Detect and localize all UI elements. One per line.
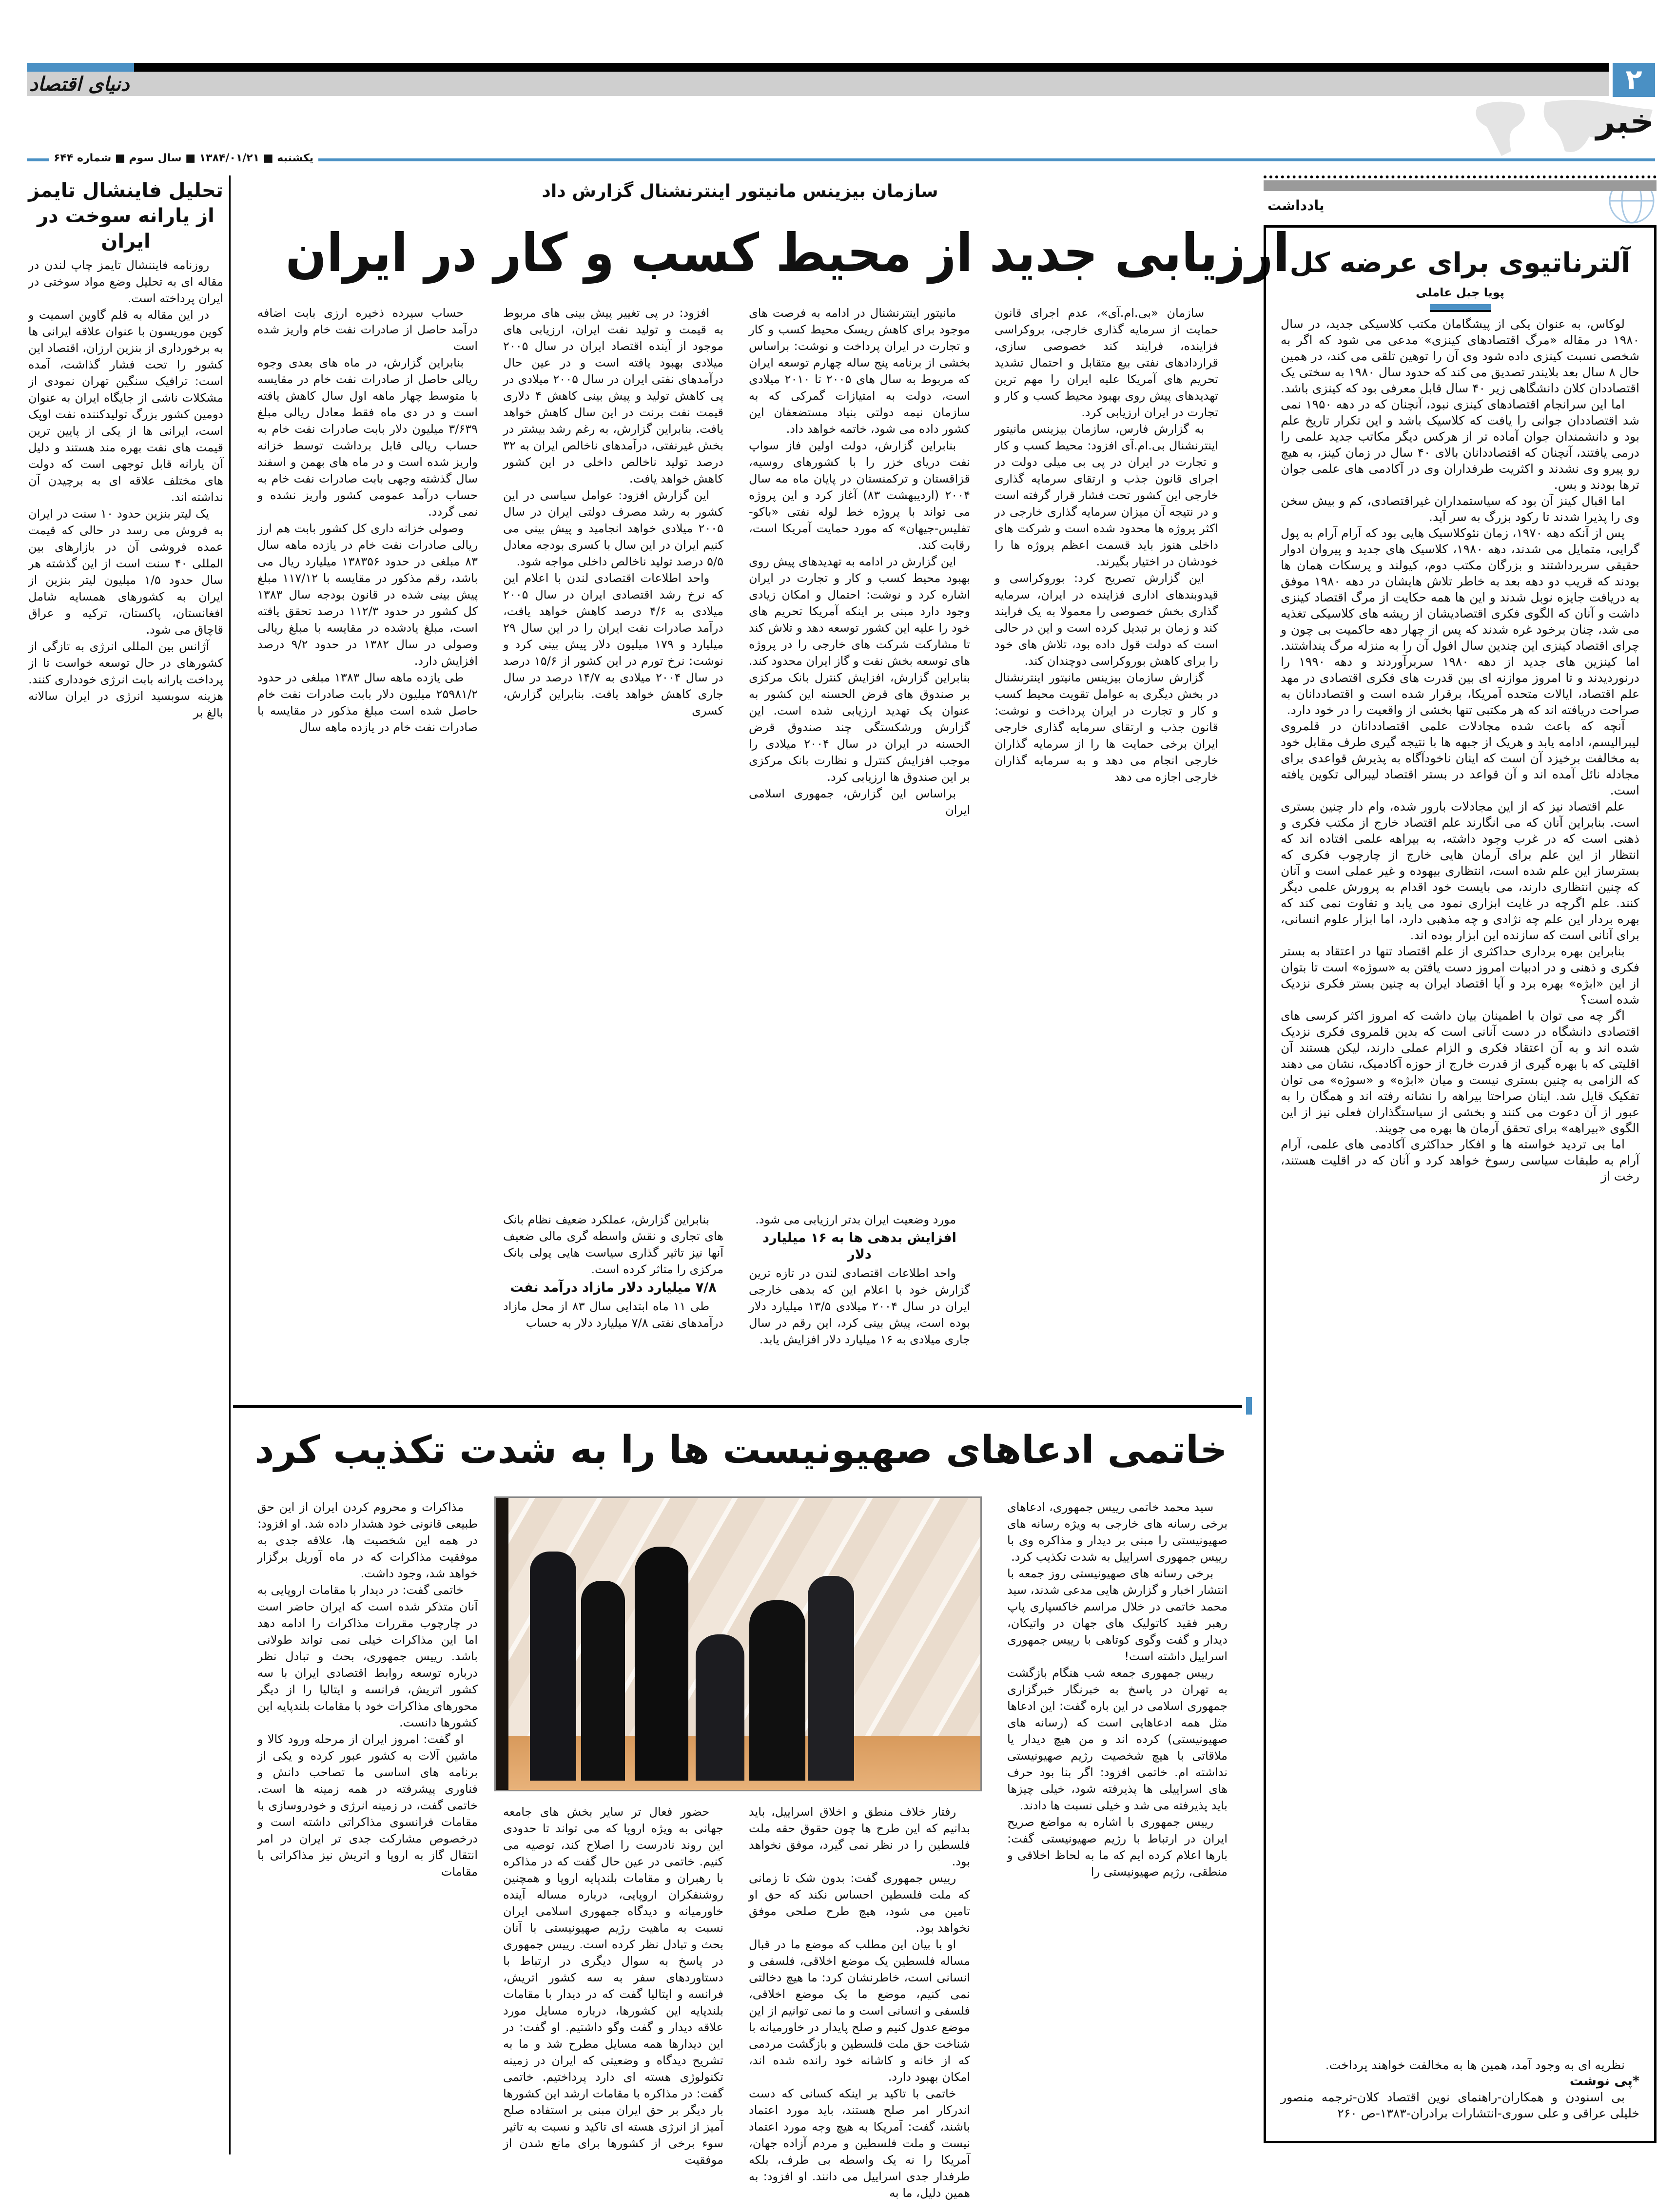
paragraph: او گفت: امروز ایران از مرحله ورود کالا و ماشین آلات به کشور عبور کرده و یکی از برنامه های اساسی ما تصاحب دانش و فناوری پیشرفته در همه زمینه ها است. خاتمی گفت، در زمینه انرژی و خودروسازی با مقامات فرانسوی مذاکراتی داشته است و درخصوص مشارکت جدی تر ایران در امر انتقال گاز به اروپا و اتریش نیز مذاکراتی با مقامات (257, 1732, 478, 1879)
note-title: آلترناتیوی برای عرضه کل (1289, 247, 1631, 279)
paragraph: بنابراین بهره برداری حداکثری از علم اقتصاد تنها در اعتقاد به بستر فکری و ذهنی و در ادبیات امروز دست یافتن به «سوژه» است تا بتوان از این «ابژه» بهره برد و آیا اقتصاد ایران به چنین بستر فکری نزدیک شده است؟ (1281, 944, 1639, 1007)
note-box (1264, 225, 1657, 2143)
ft-title-line2: از یارانه سوخت در ایران (37, 205, 214, 252)
khatami-col-1 (1007, 1499, 1228, 1880)
paragraph: رفتار خلاف منطق و اخلاق اسراییل، باید بدانیم که این طرح ها چون حقوق حقه ملت فلسطین را در نظر نمی گیرد، موفق نخواهد بود. (749, 1805, 970, 1868)
masthead-blue-cap (27, 63, 134, 72)
paragraph: رییس جمهوری جمعه شب هنگام بازگشت به تهران در پاسخ به خبرنگار خبرگزاری جمهوری اسلامی در این باره گفت: این ادعاها مثل همه ادعاهایی است که (رسانه های صهیونیستی) کرده اند و من هیچ دیدار یا ملاقاتی با هیچ شخصیت رژیم صهیونیستی نداشته ام. خاتمی افزود: اگر بنا بود حرف های اسراییلی ها پذیرفته شود، خیلی چیزها باید پذیرفته می شد و خیلی نسبت ها دادند. (1007, 1666, 1228, 1812)
masthead-gray-band (27, 72, 1609, 96)
subsection-body (749, 1265, 970, 1348)
section-divider (233, 1405, 1242, 1408)
divider-blue-mark (1246, 1397, 1252, 1415)
paragraph: این گزارش تصریح کرد: بوروکراسی و قیدوبندهای اداری فزاینده در ایران، سرمایه گذاری بخش خصوصی را معمولا به یک فرایند کند و زمان بر تبدیل کرده است و این در حالی است که دولت قول داده بود، تلاش های خود را برای کاهش بوروکراسی دوچندان کند. (994, 571, 1218, 668)
ft-body (28, 257, 223, 721)
footnote-label: *پی نوشت (1569, 2074, 1639, 2089)
paragraph: بنابراین گزارش، دولت اولین فاز سواپ نفت دریای خزر را با کشورهای روسیه، قزاقستان و ترکمنستان در پایان ماه مه سال ۲۰۰۴ (اردیبهشت ۸۳) آغاز کرد و این پروژه می تواند با پروژه خط لوله نفتی «باکو-تفلیس-جیهان» که مورد حمایت آمریکا است، رقابت کند. (749, 439, 970, 552)
paragraph: طی ۱۱ ماه ابتدایی سال ۸۳ از محل مازاد درآمدهای نفتی ۷/۸ میلیارد دلار به حساب (503, 1300, 723, 1330)
paragraph: واحد اطلاعات اقتصادی لندن با اعلام این که نرخ رشد اقتصادی ایران در سال ۲۰۰۵ میلادی به ۴/۶ درصد کاهش خواهد یافت، درآمد صادرات نفت ایران را در این سال ۲۹ میلیارد و ۱۷۹ میلیون دلار پیش بینی کرد و نوشت: نرخ تورم در این کشور از ۱۵/۶ درصد در سال ۲۰۰۴ میلادی به ۱۴/۷ درصد در سال جاری کاهش خواهد یافت. بنابراین گزارش، کسری (503, 571, 723, 718)
paragraph: گزارش سازمان بیزینس مانیتور اینترنشنال در بخش دیگری به عوامل تقویت محیط کسب و کار و تجارت در ایران پرداخت و نوشت: قانون جذب و ارتقای سرمایه گذاری خارجی ایران برخی حمایت ها را از سرمایه گذاران خارجی انجام می دهد و به سرمایه گذاران خارجی اجازه می دهد (994, 671, 1218, 784)
paragraph: خاتمی گفت: در دیدار با مقامات اروپایی به آنان متذکر شده است که ایران حاضر است در چارچوب مقررات مذاکرات را ادامه دهد اما این مذاکرات خیلی نمی تواند طولانی باشد. رییس جمهوری، بحث و تبادل نظر درباره توسعه روابط اقتصادی ایران با سه کشور اتریش، فرانسه و ایتالیا را از دیگر محورهای مذاکرات خود با مقامات بلندپایه این کشورها دانست. (257, 1583, 478, 1729)
paragraph: اما بی تردید خواسته ها و افکار حداکثری آکادمی های علمی، آرام آرام به طبقات سیاسی رسوخ خواهد کرد و آنان که در اقلیت هستند، رخت از (1281, 1137, 1639, 1184)
khatami-col-3 (503, 1804, 723, 2168)
paragraph: او با بیان این مطلب که موضع ما در قبال مساله فلسطین یک موضع اخلاقی، فلسفی و انسانی است، خاطرنشان کرد: ما هیچ دخالتی نمی کنیم، موضع ما یک موضع اخلاقی، فلسفی و انسانی است و ما نمی توانیم از این موضع عدول کنیم و صلح پایدار در خاورمیانه با شناخت حق ملت فلسطین و بازگشت مردمی که از خانه و کاشانه خود رانده شده اند، امکان بهبود دارد. (749, 1938, 970, 2084)
paragraph: آژانس بین المللی انرژی به تازگی از کشورهای در حال توسعه خواست تا از پرداخت یارانه بابت انرژی خودداری کنند. هزینه سوبسید انرژی در ایران سالانه بالغ بر (28, 640, 223, 719)
section-label: خبر (1596, 102, 1654, 141)
page-number-box (1613, 63, 1655, 97)
paragraph: برخی رسانه های صهیونیستی روز جمعه با انتشار اخبار و گزارش هایی مدعی شدند، سید محمد خاتمی در خلال مراسم خاکسپاری پاپ رهبر فقید کاتولیک های جهان در واتیکان، دیدار و گفت وگوی کوتاهی با رییس جمهوری اسراییل داشته است! (1007, 1567, 1228, 1663)
paragraph: بنابراین گزارش، عملکرد ضعیف نظام بانک های تجاری و نقش واسطه گری مالی ضعیف آنها نیز تاثیر گذاری سیاست هایی پولی بانک مرکزی را متاثر کرده است. (503, 1213, 723, 1276)
paragraph: مورد وضعیت ایران بدتر ارزیابی می شود. (755, 1213, 956, 1226)
paragraph: اگر چه می توان با اطمینان بیان داشت که امروز اکثر کرسی های اقتصادی دانشگاه در دست آنانی است که بدین قلمروی فکری نزدیک شده اند و به آن اعتقاد فکری و الزام عملی دارند، لیکن هستند آن اقلیتی که با بهره گیری از قدرت خارج از حوزه آکادمیک، نشان می دهند که الزامی به چنین بستری نیست و میان «ابژه» و «سوژه» می توان تفکیک قایل شد. اینان صراحتا بیراهه را نشانه رفته اند و همگان را به عبور از آن دعوت می کنند و بخشی از سیاستگذاران فعلی نیز از این الگوی «بیراهه» برای تحقق آرمان ها بهره می جویند. (1281, 1009, 1639, 1135)
dotted-rule (1264, 175, 1657, 178)
paragraph: علم اقتصاد نیز که از این مجادلات بارور شده، وام دار چنین بستری است. بنابراین آنان که می انگارند علم اقتصاد خارج از مکتب فکری و ذهنی است که در غرب وجود داشته، به بیراهه علمی افتاده اند که انتظار از این علم برای آرمان هایی خارج از چارچوب فکری که بسترساز این علم شده است، انتظاری بیهوده و غیر عملی است و آنان که چنین انتظاری دارند، می بایست خود اقدام به پرورش علمی دیگر کنند. علم اگرچه در غایت ابزاری نمود می یابد و تفاوت نمی کند که بهره بردار این علم چه نژادی و چه مذهبی دارد، اما ابزار علوم انسانی، برای آنانی است که سازنده این ابزار بوده اند. (1281, 799, 1639, 942)
paragraph: خاتمی با تاکید بر اینکه کسانی که دست اندرکار امر صلح هستند، باید مورد اعتماد باشند، گفت: آمریکا به هیچ وجه مورد اعتماد نیست و ملت فلسطین و مردم آزاده جهان، آمریکا را نه یک واسطه بی طرف، بلکه طرفدار جدی اسراییل می دانند. او افزود: به همین دلیل، ما به (749, 2087, 970, 2200)
main-col-4 (257, 305, 478, 736)
globe-icon (1609, 191, 1655, 225)
main-headline-box (239, 214, 1290, 292)
masthead-top-bar (27, 63, 1609, 72)
footnote: بی اسنودن و همکاران-راهنمای نوین اقتصاد کلان-ترجمه منصور خلیلی عراقی و علی سوری-انتشارات برادران-۱۳۸۳-ص ۲۶۰ (1281, 2090, 1639, 2120)
paragraph: یک لیتر بنزین حدود ۱۰ سنت در ایران به فروش می رسد در حالی که قیمت عمده فروشی آن در بازارهای بین المللی ۴۰ سنت است از این گذشته هر سال حدود ۱/۵ میلیون لیتر بنزین از ایران به کشورهای همسایه شامل افغانستان، پاکستان، ترکیه و عراق قاچاق می شود. (28, 507, 224, 637)
subsection-body (503, 1298, 723, 1331)
paragraph: آنچه که باعث شده مجادلات علمی اقتصاددانان در قلمروی لیبرالیسم، ادامه یابد و هریک از جبهه ها با نتیجه گیری طرف مقابل خود به مخالفت برخیزد آن است که اینان ناخودآگاه به پذیرش قواعدی برای مجادله نائل آمده اند و آن قواعد در بستر اقتصاد لیبرالی تکوین یافته است. (1281, 719, 1639, 797)
dateline: یکشنبه ■ ۱۳۸۴/۰۱/۲۱ ■ سال سوم ■ شماره ۶۴۴ (49, 152, 318, 164)
newspaper-logo: دنیای اقتصاد (29, 73, 130, 96)
paragraph: رییس جمهوری با اشاره به مواضع صریح ایران در ارتباط با رژیم صهیونیستی گفت: بارها اعلام کرده ایم که ما به لحاظ اخلاقی و منطقی، رژیم صهیونیستی را (1007, 1815, 1228, 1879)
paragraph: مانیتور اینترنشنال در ادامه به فرصت های موجود برای کاهش ریسک محیط کسب و کار و تجارت در ایران پرداخت و نوشت: براساس بخشی از برنامه پنج ساله چهارم توسعه ایران که مربوط به سال های ۲۰۰۵ تا ۲۰۱۰ میلادی است، دولت به امتیازات گمرکی که به سازمان نیمه دولتی بنیاد مستضعفان این کشور داده می شود، خاتمه خواهد داد. (749, 306, 970, 436)
note-body (1281, 316, 1639, 1184)
note-ending (1281, 2057, 1639, 2121)
paragraph: افزود: در پی تغییر پیش بینی های مربوط به قیمت و تولید نفت ایران، ارزیابی های موجود از آینده اقتصاد ایران در سال ۲۰۰۵ میلادی بهبود یافته است و در عین حال درآمدهای نفتی ایران در سال ۲۰۰۵ میلادی در پی کاهش تولید و پیش بینی کاهش ۴ دلاری قیمت نفت برنت در این سال کاهش خواهد یافت. بنابراین گزارش، به رغم رشد بیشتر در بخش غیرنفتی، درآمدهای ناخالص ایران به ۳۲ درصد تولید ناخالص داخلی در این کشور کاهش خواهد یافت. (503, 306, 723, 485)
main-col-3-bottom (503, 1211, 723, 1331)
main-col-2-bottom (749, 1211, 970, 1348)
subheading: ۷/۸ میلیارد دلار مازاد درآمد نفت (510, 1280, 717, 1295)
note-gray-band (1264, 180, 1657, 191)
paragraph: وصولی خزانه داری کل کشور بابت هم ارز ریالی صادرات نفت خام در یازده ماهه سال ۸۳ مبلغی در حدود ۱۳۸۳۵۶ میلیارد ریال می باشد، رقم مذکور در مقایسه با ۱۱۷/۱۲ مبلغ پیش بینی شده در قانون بودجه سال ۱۳۸۳ کل کشور در حدود ۱۱۲/۳ درصد تحقق یافته است، مبلغ یادشده در مقایسه با مبلغ ریالی وصولی در سال ۱۳۸۲ در حدود ۹/۲ درصد افزایش دارد. (257, 522, 478, 668)
paragraph: طی یازده ماهه سال ۱۳۸۳ مبلغی در حدود ۲۵۹۸۱/۲ میلیون دلار بابت صادرات نفت خام حاصل شده است مبلغ مذکور در مقایسه با صادرات نفت خام در یازده ماهه سال (257, 671, 478, 734)
column-rule (229, 175, 231, 2154)
paragraph: حساب سپرده ذخیره ارزی بابت اضافه درآمد حاصل از صادرات نفت خام واریز شده است (257, 306, 478, 353)
paragraph: نظریه ای به وجود آمد، همین ها به مخالفت خواهند پرداخت. (1325, 2058, 1625, 2072)
paragraph: این گزارش افزود: عوامل سیاسی در این کشور به رشد مصرف دولتی ایران در سال ۲۰۰۵ میلادی خواهد انجامید و پیش بینی می کنیم ایران در این سال با کسری بودجه معادل ۵/۵ درصد تولید ناخالص داخلی مواجه شود. (503, 488, 723, 568)
main-headline: ارزیابی جدید از محیط کسب و کار در ایران (285, 223, 1290, 284)
paragraph: لوکاس، به عنوان یکی از پیشگامان مکتب کلاسیکی جدید، در سال ۱۹۸۰ در مقاله «مرگ اقتصادهای کینزی» مدعی می شود که اگر به شخصی نسبت کینزی داده شود وی آن را توهین تلقی می کند، در همین حال ۸ سال بعد بلایندر تصدیق می کند که حدود سال ۱۹۸۰ به سختی یک اقتصاددان کلان دانشگاهی زیر ۴۰ سال قابل معرفی بود که کینزی باشد. (1281, 317, 1639, 395)
author-rule (1430, 304, 1491, 312)
khatami-col-2 (749, 1804, 970, 2201)
main-col-3 (503, 305, 723, 719)
paragraph: مذاکرات و محروم کردن ایران از این حق طبیعی قانونی خود هشدار داده شد. او افزود: در همه این شخصیت ها، علاقه جدی به موفقیت مذاکرات که در ماه آوریل برگزار خواهد شد، وجود داشت. (257, 1500, 478, 1580)
note-label: یادداشت (1267, 197, 1325, 213)
note-author: پویا جبل عاملی (1416, 286, 1504, 299)
page-number: ۲ (1625, 64, 1642, 96)
main-col-2 (749, 305, 970, 818)
paragraph: سید محمد خاتمی رییس جمهوری، ادعاهای برخی رسانه های خارجی به ویژه رسانه های صهیونیستی را مبنی بر دیدار و مذاکره وی با رییس جمهوری اسراییل به شدت تکذیب کرد. (1007, 1500, 1228, 1564)
paragraph: پس از آنکه دهه ۱۹۷۰، زمان نئوکلاسیک هایی بود که آرام آرام به پول گرایی، متمایل می شدند، دهه ۱۹۸۰، کلاسیک های جدید و پیروان ادوار حقیقی سربرداشتند و بزرگان مکتب دوم، کیولند و پرسکات همان ها بودند که قریب دو دهه بعد به خاطر تلاش هایشان در دهه ۱۹۸۰ موفق به دریافت جایزه نوبل شدند و این ها همه حکایت از مرگ اقتصاد کینزی داشت و آنان که الگوی فکری اقتصادیشان از ریشه های کلاسیکی تغذیه می شد، چنان برخود غره شدند که پس از چهار دهه حاکمیت بی چون و چرای اقتصاد کینزی این چندین سال افول آن را به منزله مرگ پنداشتند. اما کینزین های جدید از دهه ۱۹۸۰ سربرآوردند و دهه ۱۹۹۰ را درنوردیدند و تا امروز موازنه ای بین قدرت های فکری اقتصادی در مهد علم اقتصاد، ایالات متحده آمریکا، برقرار شده است و اقتصاددانان به صراحت دریافته اند که هر مکتبی تنها بخشی از واقعیت را در خود دارد. (1281, 526, 1639, 717)
paragraph: رییس جمهوری گفت: بدون شک تا زمانی که ملت فلسطین احساس نکند که حق او تامین می شود، هیچ طرح صلحی موفق نخواهد بود. (749, 1871, 970, 1935)
khatami-headline: خاتمی ادعاهای صهیونیست ها را به شدت تکذیب کرد (254, 1428, 1228, 1472)
paragraph: بنابراین گزارش، در ماه های بعدی وجوه ریالی حاصل از صادرات نفت خام در مقایسه با متوسط چهار ماهه اول سال کاهش یافته است و در دی ماه فقط معادل ریالی مبلغ ۳/۶۳۹ میلیون دلار بابت صادرات نفت خام به حساب ریالی قابل برداشت توسط خزانه واریز شده است و در ماه های بهمن و اسفند سال گذشته وجهی بابت صادرات نفت خام به حساب درآمد عمومی کشور واریز نشده و نمی گردد. (257, 356, 478, 519)
paragraph: به گزارش فارس، سازمان بیزینس مانیتور اینترنشنال بی.ام.آی افزود: محیط کسب و کار و تجارت در ایران در پی بی میلی دولت در اجرای قانون جذب و ارتقای سرمایه گذاری خارجی این کشور تحت فشار قرار گرفته است و در نتیجه آن میزان سرمایه گذاری خارجی در اکثر پروژه ها محدود شده است و شرکت های داخلی هنوز باید قسمت اعظم پروژه ها را خودشان در اختیار بگیرند. (994, 422, 1218, 568)
news-photo (494, 1496, 982, 1791)
paragraph: براساس این گزارش، جمهوری اسلامی ایران (749, 787, 970, 817)
paragraph: اما این سرانجام اقتصادهای کینزی نبود، آنچنان که در دهه ۱۹۵۰ نمی شد اقتصاددان جوانی را یافت که کلاسیک باشد و این تکرار تاریخ علم بود و دانشمندان جوان آماده تر از هرکس دیگر مکاتب جدید علمی را درمی یافتند، آنچنان که اقتصاددانان بالای ۴۰ سال در زمان کینز، به هیچ رو پیرو وی نشدند و اکثریت طرفداران وی در آکادمی های علمی جوان ترها بودند و بس. (1281, 397, 1640, 492)
khatami-headline-box (239, 1421, 1243, 1479)
paragraph: سازمان «بی.ام.آی»، عدم اجرای قانون حمایت از سرمایه گذاری خارجی، بروکراسی فزاینده، فرایند کند خصوصی سازی، قراردادهای نفتی بیع متقابل و احتمال تشدید تحریم های آمریکا علیه ایران را مهم ترین تهدیدهای پیش روی بهبود محیط کسب و کار و تجارت در ایران ارزیابی کرد. (994, 306, 1218, 419)
subheading: افزایش بدهی ها به ۱۶ میلیارد دلار (762, 1230, 956, 1262)
paragraph: حضور فعال تر سایر بخش های جامعه جهانی به ویژه اروپا که می تواند تا حدودی این روند نادرست را اصلاح کند، توصیه می کنیم. خاتمی در عین حال گفت که در مذاکره با رهبران و مقامات بلندپایه اروپا و همچنین روشنفکران اروپایی، درباره مساله آینده خاورمیانه و دیدگاه جمهوری اسلامی ایران نسبت به ماهیت رژیم صهیونیستی با آنان بحث و تبادل نظر کرده است. رییس جمهوری در پاسخ به سوال دیگری در ارتباط با دستاوردهای سفر به سه کشور اتریش، فرانسه و ایتالیا گفت که در دیدار با مقامات بلندپایه این کشورها، درباره مسایل مورد علاقه دیدار و گفت وگو داشتیم. او گفت: در این دیدارها همه مسایل مطرح شد و ما به تشریح دیدگاه و وضعیتی که ایران در زمینه تکنولوژی هسته ای دارد پرداختیم. خاتمی گفت: در مذاکره با مقامات ارشد این کشورها بار دیگر بر حق ایران مبنی بر استفاده صلح آمیز از انرژی هسته ای تاکید و نسبت به تاثیر سوء برخی از کشورها برای مانع شدن از موفقیت (503, 1805, 723, 2167)
paragraph: این گزارش در ادامه به تهدیدهای پیش روی بهبود محیط کسب و کار و تجارت در ایران اشاره کرد و نوشت: احتمال و امکان زیادی وجود دارد مبنی بر اینکه آمریکا تحریم های خود را علیه این کشور توسعه دهد و تلاش کند تا مشارکت شرکت های خارجی را در پروژه های توسعه بخش نفت و گاز ایران محدود کند. بنابراین گزارش، افزایش کنترل بانک مرکزی بر صندوق های قرض الحسنه این کشور به عنوان یک تهدید ارزیابی شده است. این گزارش ورشکستگی چند صندوق قرض الحسنه در ایران در سال ۲۰۰۴ میلادی را موجب افزایش کنترل و نظارت بانک مرکزی بر این صندوق ها ارزیابی کرد. (749, 555, 971, 784)
paragraph: واحد اطلاعات اقتصادی لندن در تازه ترین گزارش خود با اعلام این که بدهی خارجی ایران در سال ۲۰۰۴ میلادی ۱۳/۵ میلیارد دلار بوده است، پیش بینی کرد، این رقم در سال جاری میلادی به ۱۶ میلیارد دلار افزایش یابد. (749, 1266, 970, 1346)
main-kicker: سازمان بیزینس مانیتور اینترنشنال گزارش داد (542, 181, 938, 201)
main-col-1 (994, 305, 1218, 785)
ft-article (28, 178, 223, 721)
khatami-col-4 (257, 1499, 478, 1880)
paragraph: روزنامه فایننشال تایمز چاپ لندن در مقاله ای به تحلیل وضع مواد سوختی در ایران پرداخته است. (28, 258, 223, 305)
paragraph: در این مقاله به قلم گاوین اسمیت و کوین موریسون با عنوان علاقه ایرانی ها به برخورداری از بنزین ارزان، اقتصاد این کشور را تحت فشار گذاشت، آمده است: ترافیک سنگین تهران نمودی از مشکلات ناشی از جایگاه ایران به عنوان دومین کشور بزرگ تولیدکننده نفت اوپک است، ایرانی ها از یکی از پایین ترین قیمت های نفت بهره مند هستند و دلیل آن یارانه قابل توجهی است که دولت های مختلف علاقه ای به برچیدن آن نداشته اند. (28, 308, 223, 504)
ft-title-line1: تحلیل فاینشال تایمز (28, 179, 223, 202)
paragraph: اما اقبال کینز آن بود که سیاستمداران غیراقتصادی، کم و بیش سخن وی را پذیرا شدند تا رکود بزرگ به سر آید. (1281, 494, 1639, 524)
